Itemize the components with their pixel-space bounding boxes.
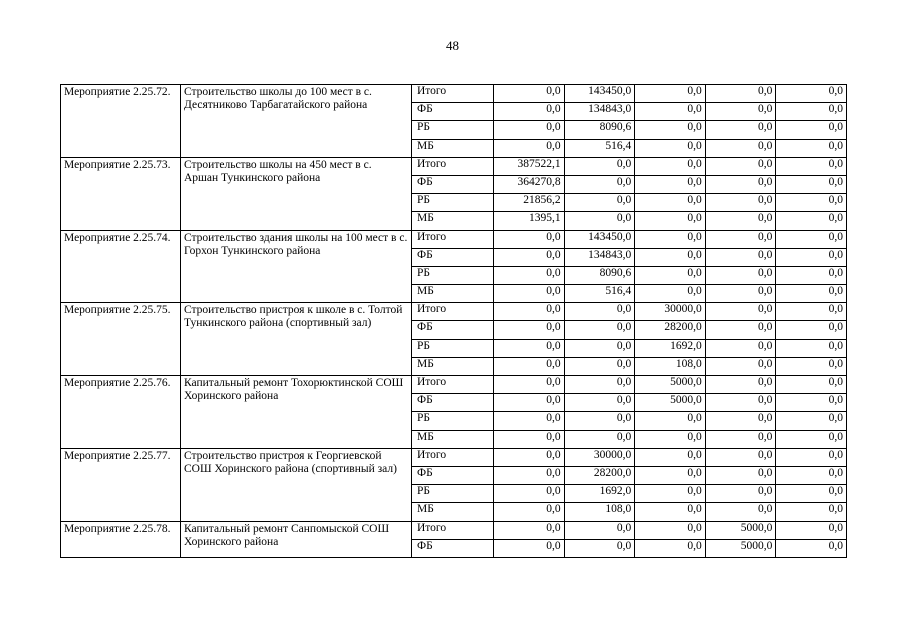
event-label: Мероприятие 2.25.72. [61, 85, 181, 158]
amount-cell: 0,0 [564, 321, 635, 339]
amount-cell: 0,0 [776, 466, 847, 484]
event-description: Строительство пристроя к Георгиевской СОШ Хоринского района (спортивный зал) [181, 448, 412, 521]
funding-source: ФБ [412, 321, 494, 339]
table-row [61, 521, 847, 539]
amount-cell: 5000,0 [635, 394, 706, 412]
amount-cell: 0,0 [494, 376, 565, 394]
amount-cell: 0,0 [776, 212, 847, 230]
amount-cell: 0,0 [494, 539, 565, 557]
amount-cell: 0,0 [635, 212, 706, 230]
amount-cell: 0,0 [494, 466, 565, 484]
amount-cell: 0,0 [564, 539, 635, 557]
amount-cell: 0,0 [705, 394, 776, 412]
amount-cell: 0,0 [776, 121, 847, 139]
amount-cell: 0,0 [705, 448, 776, 466]
amount-cell: 0,0 [705, 248, 776, 266]
funding-source: ФБ [412, 539, 494, 557]
funding-source: Итого [412, 303, 494, 321]
amount-cell: 21856,2 [494, 194, 565, 212]
table-row [61, 230, 847, 248]
funding-source: МБ [412, 503, 494, 521]
amount-cell: 0,0 [705, 466, 776, 484]
amount-cell: 0,0 [705, 266, 776, 284]
amount-cell: 0,0 [635, 121, 706, 139]
amount-cell: 0,0 [635, 157, 706, 175]
amount-cell: 0,0 [494, 412, 565, 430]
amount-cell: 8090,6 [564, 121, 635, 139]
table-row [61, 448, 847, 466]
amount-cell: 108,0 [635, 357, 706, 375]
table-row [61, 85, 847, 103]
funding-source: Итого [412, 157, 494, 175]
amount-cell: 143450,0 [564, 230, 635, 248]
amount-cell: 516,4 [564, 285, 635, 303]
event-label: Мероприятие 2.25.74. [61, 230, 181, 303]
amount-cell: 0,0 [494, 266, 565, 284]
funding-source: Итого [412, 85, 494, 103]
amount-cell: 1692,0 [564, 485, 635, 503]
funding-source: МБ [412, 285, 494, 303]
amount-cell: 0,0 [635, 503, 706, 521]
amount-cell: 0,0 [705, 412, 776, 430]
funding-source: Итого [412, 376, 494, 394]
amount-cell: 1692,0 [635, 339, 706, 357]
amount-cell: 0,0 [705, 103, 776, 121]
amount-cell: 0,0 [776, 485, 847, 503]
table-row [61, 303, 847, 321]
amount-cell: 0,0 [564, 521, 635, 539]
amount-cell: 134843,0 [564, 103, 635, 121]
event-description: Строительство школы на 450 мест в с. Аршан Тункинского района [181, 157, 412, 230]
funding-source: ФБ [412, 103, 494, 121]
table-row [61, 376, 847, 394]
amount-cell: 0,0 [564, 194, 635, 212]
funding-source: РБ [412, 266, 494, 284]
event-label: Мероприятие 2.25.76. [61, 376, 181, 449]
amount-cell: 0,0 [776, 339, 847, 357]
amount-cell: 28200,0 [635, 321, 706, 339]
event-label: Мероприятие 2.25.77. [61, 448, 181, 521]
amount-cell: 0,0 [635, 485, 706, 503]
amount-cell: 0,0 [494, 103, 565, 121]
amount-cell: 5000,0 [705, 539, 776, 557]
amount-cell: 0,0 [635, 539, 706, 557]
funding-source: ФБ [412, 248, 494, 266]
amount-cell: 0,0 [776, 503, 847, 521]
amount-cell: 0,0 [776, 394, 847, 412]
amount-cell: 0,0 [564, 157, 635, 175]
event-description: Строительство школы до 100 мест в с. Десятниково Тарбагатайского района [181, 85, 412, 158]
amount-cell: 0,0 [705, 339, 776, 357]
amount-cell: 0,0 [494, 303, 565, 321]
amount-cell: 0,0 [564, 303, 635, 321]
amount-cell: 0,0 [776, 448, 847, 466]
amount-cell: 0,0 [494, 85, 565, 103]
funding-source: РБ [412, 339, 494, 357]
event-description: Строительство здания школы на 100 мест в с. Горхон Тункинского района [181, 230, 412, 303]
amount-cell: 0,0 [564, 376, 635, 394]
amount-cell: 0,0 [635, 466, 706, 484]
amount-cell: 0,0 [494, 430, 565, 448]
funding-source: РБ [412, 485, 494, 503]
amount-cell: 0,0 [776, 285, 847, 303]
event-description: Капитальный ремонт Санпомыской СОШ Хоринского района [181, 521, 412, 557]
amount-cell: 0,0 [705, 121, 776, 139]
amount-cell: 0,0 [705, 175, 776, 193]
amount-cell: 5000,0 [635, 376, 706, 394]
amount-cell: 0,0 [635, 248, 706, 266]
amount-cell: 0,0 [776, 85, 847, 103]
event-label: Мероприятие 2.25.78. [61, 521, 181, 557]
amount-cell: 0,0 [776, 103, 847, 121]
table-row [61, 157, 847, 175]
amount-cell: 0,0 [705, 430, 776, 448]
amount-cell: 0,0 [494, 248, 565, 266]
amount-cell: 0,0 [635, 139, 706, 157]
amount-cell: 0,0 [494, 448, 565, 466]
event-description: Строительство пристроя к школе в с. Толтой Тункинского района (спортивный зал) [181, 303, 412, 376]
amount-cell: 0,0 [705, 85, 776, 103]
amount-cell: 0,0 [635, 412, 706, 430]
funding-source: ФБ [412, 466, 494, 484]
funding-source: МБ [412, 139, 494, 157]
table-body [61, 85, 847, 558]
funding-source: МБ [412, 357, 494, 375]
amount-cell: 0,0 [705, 157, 776, 175]
amount-cell: 0,0 [776, 412, 847, 430]
amount-cell: 0,0 [564, 412, 635, 430]
amount-cell: 0,0 [776, 194, 847, 212]
amount-cell: 1395,1 [494, 212, 565, 230]
funding-source: ФБ [412, 394, 494, 412]
funding-source: РБ [412, 121, 494, 139]
amount-cell: 0,0 [705, 139, 776, 157]
amount-cell: 0,0 [635, 430, 706, 448]
amount-cell: 0,0 [494, 357, 565, 375]
amount-cell: 0,0 [776, 357, 847, 375]
amount-cell: 0,0 [635, 103, 706, 121]
amount-cell: 5000,0 [705, 521, 776, 539]
amount-cell: 0,0 [494, 121, 565, 139]
event-label: Мероприятие 2.25.75. [61, 303, 181, 376]
amount-cell: 134843,0 [564, 248, 635, 266]
amount-cell: 364270,8 [494, 175, 565, 193]
page-number: 48 [446, 38, 459, 53]
amount-cell: 0,0 [635, 175, 706, 193]
amount-cell: 0,0 [564, 357, 635, 375]
event-description: Капитальный ремонт Тохорюктинской СОШ Хоринского района [181, 376, 412, 449]
amount-cell: 0,0 [776, 139, 847, 157]
amount-cell: 387522,1 [494, 157, 565, 175]
funding-source: ФБ [412, 175, 494, 193]
amount-cell: 0,0 [776, 303, 847, 321]
amount-cell: 0,0 [705, 357, 776, 375]
amount-cell: 30000,0 [564, 448, 635, 466]
amount-cell: 8090,6 [564, 266, 635, 284]
amount-cell: 0,0 [705, 503, 776, 521]
amount-cell: 0,0 [494, 339, 565, 357]
amount-cell: 0,0 [635, 521, 706, 539]
amount-cell: 0,0 [776, 248, 847, 266]
amount-cell: 0,0 [705, 303, 776, 321]
amount-cell: 0,0 [705, 212, 776, 230]
amount-cell: 0,0 [494, 285, 565, 303]
amount-cell: 0,0 [635, 266, 706, 284]
amount-cell: 0,0 [564, 175, 635, 193]
amount-cell: 0,0 [776, 230, 847, 248]
amount-cell: 0,0 [705, 285, 776, 303]
amount-cell: 516,4 [564, 139, 635, 157]
amount-cell: 0,0 [776, 321, 847, 339]
funding-source: РБ [412, 194, 494, 212]
amount-cell: 143450,0 [564, 85, 635, 103]
amount-cell: 0,0 [705, 321, 776, 339]
amount-cell: 0,0 [776, 175, 847, 193]
amount-cell: 0,0 [776, 157, 847, 175]
amount-cell: 0,0 [776, 430, 847, 448]
amount-cell: 0,0 [635, 285, 706, 303]
amount-cell: 0,0 [635, 85, 706, 103]
amount-cell: 0,0 [635, 448, 706, 466]
amount-cell: 0,0 [705, 230, 776, 248]
funding-source: МБ [412, 430, 494, 448]
amount-cell: 0,0 [776, 521, 847, 539]
amount-cell: 0,0 [705, 485, 776, 503]
amount-cell: 0,0 [494, 503, 565, 521]
amount-cell: 108,0 [564, 503, 635, 521]
amount-cell: 30000,0 [635, 303, 706, 321]
amount-cell: 0,0 [705, 194, 776, 212]
amount-cell: 0,0 [776, 266, 847, 284]
amount-cell: 0,0 [494, 485, 565, 503]
amount-cell: 0,0 [494, 321, 565, 339]
amount-cell: 0,0 [635, 230, 706, 248]
amount-cell: 28200,0 [564, 466, 635, 484]
funding-source: Итого [412, 521, 494, 539]
funding-source: МБ [412, 212, 494, 230]
amount-cell: 0,0 [776, 376, 847, 394]
amount-cell: 0,0 [705, 376, 776, 394]
amount-cell: 0,0 [564, 212, 635, 230]
amount-cell: 0,0 [564, 430, 635, 448]
amount-cell: 0,0 [494, 394, 565, 412]
amount-cell: 0,0 [494, 230, 565, 248]
amount-cell: 0,0 [564, 339, 635, 357]
budget-table [60, 84, 847, 558]
funding-source: Итого [412, 448, 494, 466]
amount-cell: 0,0 [564, 394, 635, 412]
amount-cell: 0,0 [776, 539, 847, 557]
funding-source: Итого [412, 230, 494, 248]
amount-cell: 0,0 [635, 194, 706, 212]
funding-source: РБ [412, 412, 494, 430]
event-label: Мероприятие 2.25.73. [61, 157, 181, 230]
amount-cell: 0,0 [494, 521, 565, 539]
amount-cell: 0,0 [494, 139, 565, 157]
